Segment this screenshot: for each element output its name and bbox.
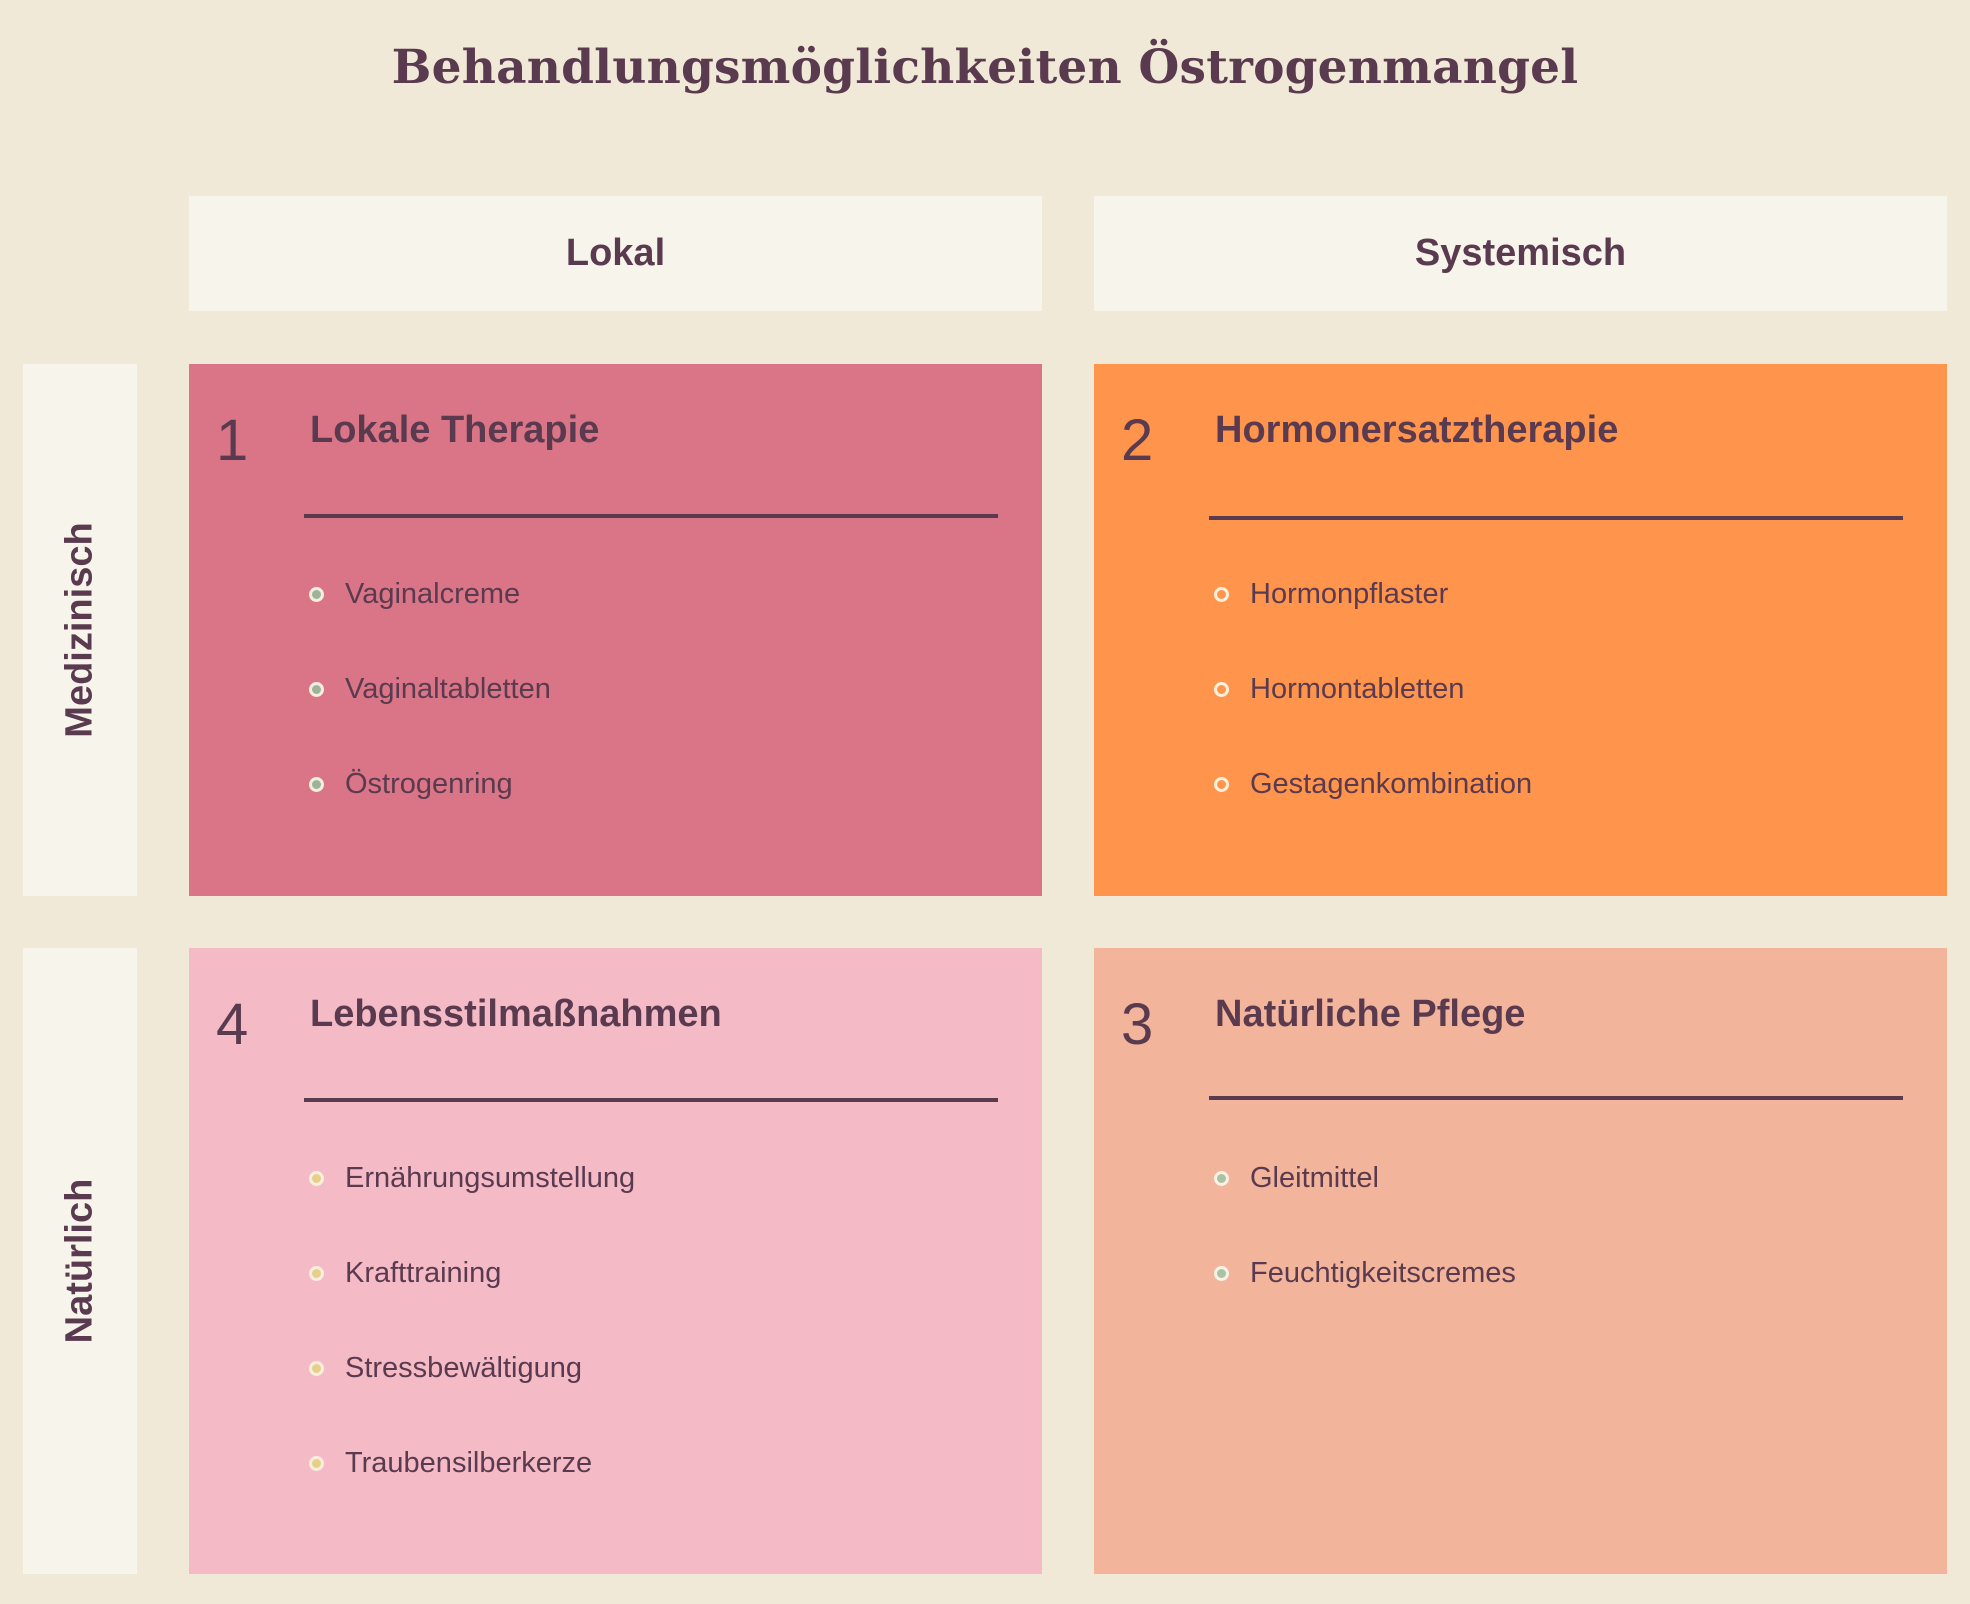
list-item-label: Feuchtigkeitscremes [1250,1256,1516,1289]
row-header-medizinisch [23,364,137,896]
list-item-label: Gestagenkombination [1250,767,1533,800]
quadrant-divider [1209,516,1903,520]
quadrant-number: 2 [1121,408,1154,473]
list-item-label: Gleitmittel [1250,1161,1379,1194]
list-item-label: Hormonpflaster [1250,577,1449,610]
quadrant-lokale-therapie [189,364,1042,896]
bullet-icon [1214,682,1229,697]
list-item-label: Ernährungsumstellung [345,1161,636,1194]
list-item-label: Traubensilberkerze [345,1446,593,1479]
quadrant-lebensstilmassnahmen [189,948,1042,1574]
list-item [309,574,520,614]
list-item-label: Krafttraining [345,1256,502,1289]
bullet-icon [1214,1266,1229,1281]
list-item [309,669,551,709]
quadrant-divider [1209,1096,1903,1100]
bullet-icon [1214,1171,1229,1186]
quadrant-natuerliche-pflege [1094,948,1947,1574]
list-item-label: Vaginalcreme [345,577,521,610]
quadrant-title: Natürliche Pflege [1215,993,1526,1035]
bullet-icon [309,1361,324,1376]
row-label-medizinisch: Medizinisch [58,522,101,738]
quadrant-number: 4 [216,992,249,1057]
column-header-systemisch: Systemisch [1094,196,1947,311]
quadrant-number: 3 [1121,992,1154,1057]
list-item [309,1253,501,1293]
bullet-icon [1214,587,1229,602]
quadrant-title: Lebensstilmaßnahmen [310,993,722,1035]
quadrant-title: Lokale Therapie [310,409,600,451]
list-item [1214,574,1448,614]
list-item [309,1348,582,1388]
row-header-natuerlich [23,948,137,1574]
bullet-icon [1214,777,1229,792]
quadrant-divider [304,1098,998,1102]
quadrant-hormonersatztherapie [1094,364,1947,896]
list-item-label: Stressbewältigung [345,1351,582,1384]
bullet-icon [309,1266,324,1281]
list-item [309,1443,592,1483]
list-item [1214,1158,1379,1198]
bullet-icon [309,1456,324,1471]
column-header-lokal: Lokal [189,196,1042,311]
quadrant-number: 1 [216,408,249,473]
diagram-title: Behandlungsmöglichkeiten Östrogenmangel [391,40,1579,95]
bullet-icon [309,777,324,792]
quadrant-title: Hormonersatztherapie [1215,409,1619,451]
list-item [309,764,513,804]
bullet-icon [309,587,324,602]
bullet-icon [309,1171,324,1186]
list-item-label: Vaginaltabletten [345,672,551,705]
bullet-icon [309,682,324,697]
list-item-label: Östrogenring [345,767,513,800]
list-item [309,1158,635,1198]
row-label-natuerlich: Natürlich [58,1178,101,1344]
list-item [1214,764,1532,804]
list-item [1214,1253,1516,1293]
list-item [1214,669,1464,709]
quadrant-divider [304,514,998,518]
list-item-label: Hormontabletten [1250,672,1465,705]
